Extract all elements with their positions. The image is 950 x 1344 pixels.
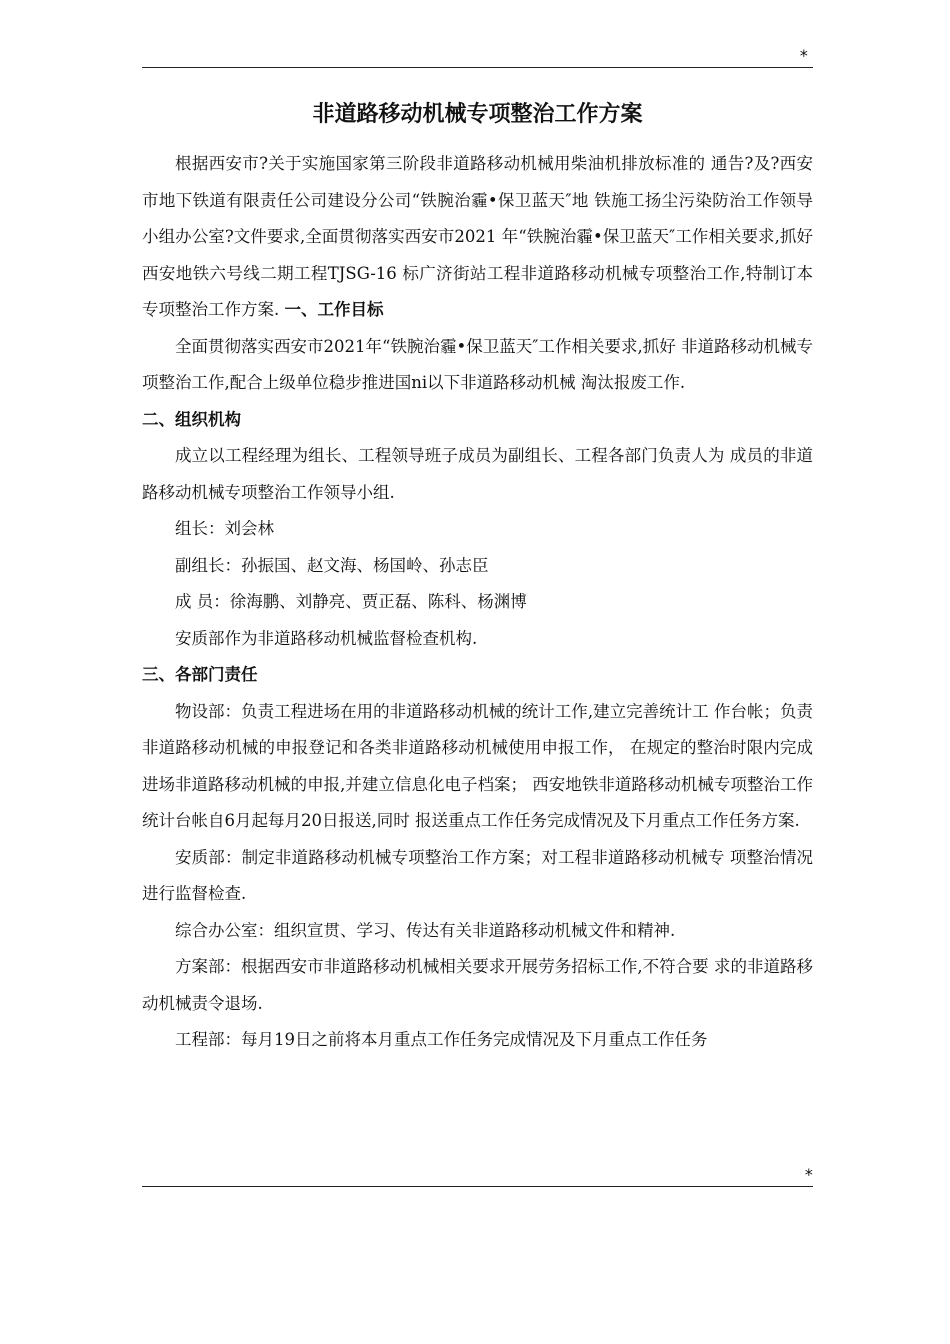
leader-line: 组长：刘会林 <box>175 519 274 538</box>
members-line: 成 员：徐海鹏、刘静亮、贾正磊、陈科、杨渊博 <box>175 592 527 611</box>
footer-rule <box>142 1186 813 1187</box>
dept-materials-paragraph: 物设部：负责工程进场在用的非道路移动机械的统计工作,建立完善统计工 作台帐；负责非道路移动机械的申报登记和各类非道路移动机械使用申报工作， 在规定的整治时限内完成进场非道路移动机械的申报,并建立信息化电子档案； 西安地铁非道路移动机械专项整治工作统计台帐自6月起每月20日报送,同时 报送重点工作任务完成情况及下月重点工作任务方案. <box>142 701 813 830</box>
header-rule <box>142 67 813 68</box>
goals-paragraph: 全面贯彻落实西安市2021年“铁腕治霾•保卫蓝天″工作相关要求,抓好 非道路移动机械专项整治工作,配合上级单位稳步推进国ni以下非道路移动机械 淘汰报废工作. <box>142 336 813 392</box>
intro-text: 根据西安市?关于实施国家第三阶段非道路移动机械用柴油机排放标准的 通告?及?西安市地下铁道有限责任公司建设分公司“铁腕治霾•保卫蓝天″地 铁施工扬尘污染防治工作领导小组办公室?文件要求,全面贯彻落实西安市2021 年“铁腕治霾•保卫蓝天″工作相关要求,抓好西安地铁六号线二期工程TJSG-16 标广济街站工程非道路移动机械专项整治工作,特制订本专项整治工作方案. <box>142 154 813 319</box>
dept-safety-paragraph: 安质部：制定非道路移动机械专项整治工作方案；对工程非道路移动机械专 项整治情况进行监督检查. <box>142 847 813 903</box>
deputy-line: 副组长：孙振国、赵文海、杨国岭、孙志臣 <box>175 555 489 575</box>
footer-mark: * <box>804 1165 814 1184</box>
supervision-line: 安质部作为非道路移动机械监督检查机构. <box>175 628 478 648</box>
header-mark: * <box>799 46 809 65</box>
section-heading-goals: 一、工作目标 <box>284 300 384 319</box>
organization-paragraph: 成立以工程经理为组长、工程领导班子成员为副组长、工程各部门负责人为 成员的非道路移动机械专项整治工作领导小组. <box>142 446 813 502</box>
dept-engineering-paragraph: 工程部：每月19日之前将本月重点工作任务完成情况及下月重点工作任务 <box>175 1030 708 1049</box>
dept-office-paragraph: 综合办公室：组织宣贯、学习、传达有关非道路移动机械文件和精神. <box>175 920 676 940</box>
section-heading-responsibilities: 三、各部门责任 <box>142 665 258 684</box>
section-heading-organization: 二、组织机构 <box>142 409 241 429</box>
document-body <box>142 146 813 1059</box>
dept-plan-paragraph: 方案部：根据西安市非道路移动机械相关要求开展劳务招标工作,不符合要 求的非道路移动机械责令退场. <box>142 957 813 1013</box>
intro-paragraph <box>142 146 813 329</box>
document-title: 非道路移动机械专项整治工作方案 <box>312 102 643 127</box>
